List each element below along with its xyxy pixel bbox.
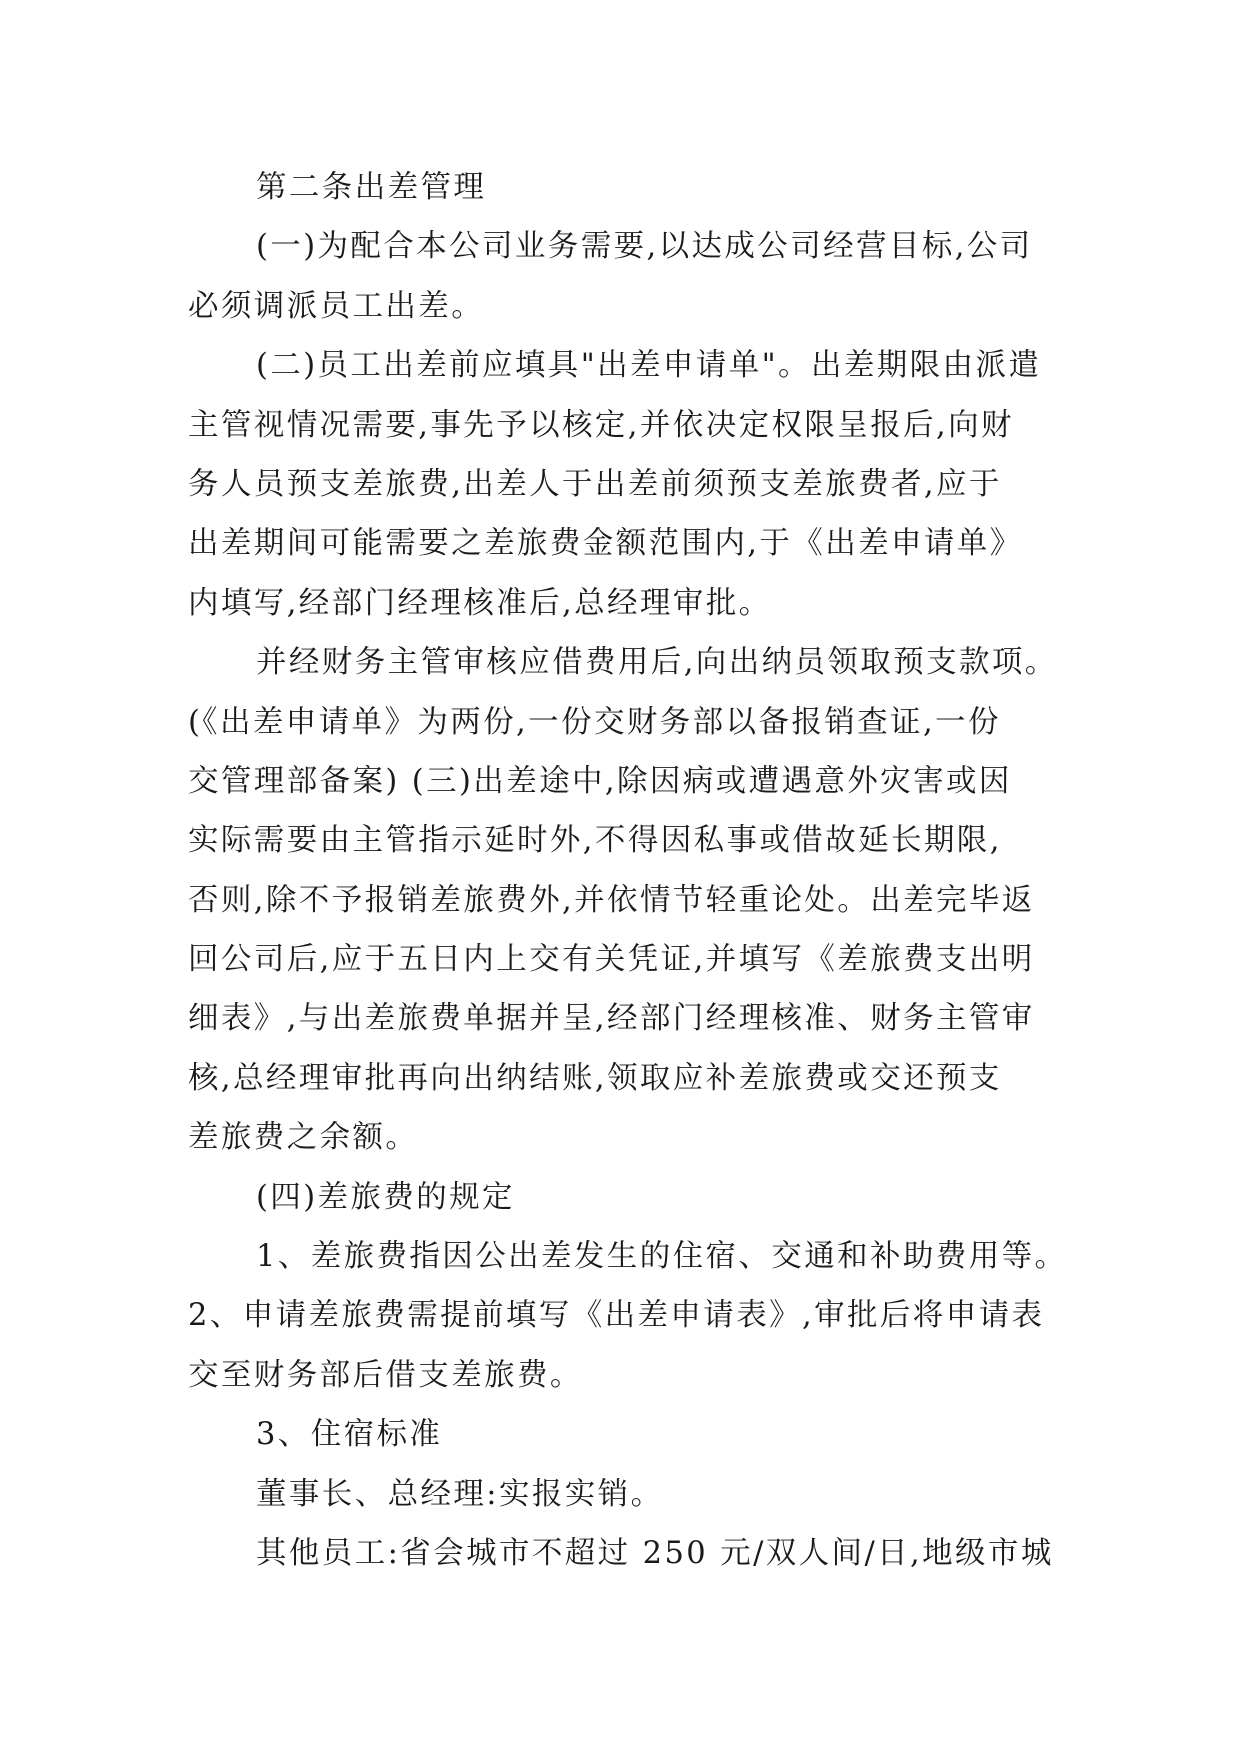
paragraph-line: 回公司后,应于五日内上交有关凭证,并填写《差旅费支出明: [188, 942, 1035, 978]
paragraph-line: 否则,除不予报销差旅费外,并依情节轻重论处。出差完毕返: [188, 882, 1035, 918]
paragraph-line: 并经财务主管审核应借费用后,向出纳员领取预支款项。: [256, 645, 1058, 681]
document-body: [188, 158, 1068, 1583]
paragraph-line: 2、申请差旅费需提前填写《出差申请表》,审批后将申请表: [188, 1298, 1045, 1334]
paragraph-line: (二)员工出差前应填具"出差申请单"。出差期限由派遣: [256, 348, 1042, 384]
paragraph-line: 实际需要由主管指示延时外,不得因私事或借故延长期限,: [188, 823, 1002, 859]
paragraph-line: 主管视情况需要,事先予以核定,并依决定权限呈报后,向财: [188, 407, 1014, 443]
paragraph-line: 交管理部备案) (三)出差途中,除因病或遭遇意外灾害或因: [188, 763, 1012, 799]
paragraph-line: 核,总经理审批再向出纳结账,领取应补差旅费或交还预支: [188, 1060, 1002, 1096]
paragraph-line: 细表》,与出差旅费单据并呈,经部门经理核准、财务主管审: [188, 1001, 1035, 1037]
paragraph-line: 1、差旅费指因公出差发生的住宿、交通和补助费用等。: [256, 1239, 1068, 1275]
paragraph-line: 差旅费之余额。: [188, 1120, 419, 1156]
paragraph-line: 第二条出差管理: [256, 170, 487, 205]
paragraph-line: 内填写,经部门经理核准后,总经理审批。: [188, 585, 772, 621]
paragraph-line: 其他员工:省会城市不超过 250 元/双人间/日,地级市城: [256, 1535, 1054, 1571]
paragraph-line: 务人员预支差旅费,出差人于出差前须预支差旅费者,应于: [188, 466, 1002, 502]
paragraph-line: 3、住宿标准: [256, 1417, 443, 1453]
paragraph-line: (《出差申请单》为两份,一份交财务部以备报销查证,一份: [188, 704, 1001, 740]
paragraph-line: 董事长、总经理:实报实销。: [256, 1476, 664, 1512]
paragraph-line: (四)差旅费的规定: [256, 1179, 515, 1215]
paragraph-line: 出差期间可能需要之差旅费金额范围内,于《出差申请单》: [188, 526, 1023, 562]
paragraph-line: (一)为配合本公司业务需要,以达成公司经营目标,公司: [256, 229, 1033, 265]
paragraph-line: 必须调派员工出差。: [188, 288, 485, 324]
paragraph-line: 交至财务部后借支差旅费。: [188, 1357, 583, 1393]
